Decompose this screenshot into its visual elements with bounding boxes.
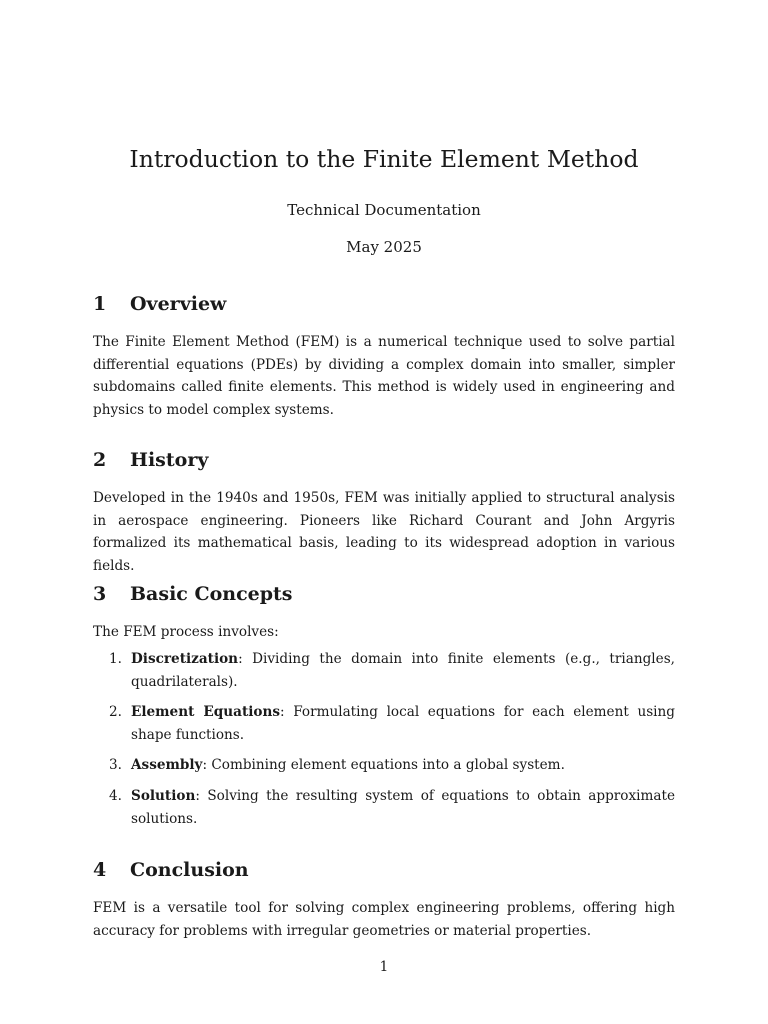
document-author: Technical Documentation	[287, 201, 481, 219]
section-number: 1	[93, 293, 107, 315]
list-term: Discretization	[131, 651, 239, 667]
section-title: History	[130, 449, 209, 471]
section-number: 2	[93, 449, 107, 471]
section-heading-history	[93, 446, 675, 474]
list-item	[93, 701, 675, 746]
list-marker: 3.	[109, 757, 122, 773]
list-marker: 4.	[109, 788, 122, 804]
section-number: 4	[93, 859, 107, 881]
document-page	[93, 0, 675, 1024]
list-text: : Combining element equations into a global system.	[202, 757, 565, 773]
list-item	[93, 785, 675, 830]
list-term: Assembly	[131, 757, 203, 773]
section-heading-overview	[93, 290, 675, 318]
overview-paragraph: The Finite Element Method (FEM) is a numerical technique used to solve partial differential equations (PDEs) by dividing a complex domain into smaller, simpler subdomains called finite elements. This method is widely used in engineering and physics to model complex systems.	[93, 334, 675, 418]
section-title: Basic Concepts	[130, 583, 293, 605]
list-text: : Solving the resulting system of equations to obtain approximate solutions.	[131, 788, 675, 827]
document-title: Introduction to the Finite Element Method	[129, 145, 639, 173]
conclusion-paragraph: FEM is a versatile tool for solving complex engineering problems, offering high accuracy for problems with irregular geometries or material properties.	[93, 900, 675, 939]
section-number: 3	[93, 583, 107, 605]
list-term: Element Equations	[131, 704, 281, 720]
list-term: Solution	[131, 788, 196, 804]
section-title: Overview	[130, 293, 227, 315]
list-text: : Dividing the domain into finite elements (e.g., triangles, quadrilaterals).	[131, 651, 675, 690]
section-title: Conclusion	[130, 859, 249, 881]
list-marker: 2.	[109, 704, 122, 720]
list-text: : Formulating local equations for each element using shape functions.	[131, 704, 675, 743]
basic-concepts-intro: The FEM process involves:	[93, 624, 279, 640]
section-heading-basic-concepts	[93, 580, 675, 608]
page-number: 1	[379, 959, 389, 975]
history-paragraph: Developed in the 1940s and 1950s, FEM was initially applied to structural analysis in aerospace engineering. Pioneers like Richard Courant and John Argyris formalized its mathematical basis, leading to its widespread adoption in various fields.	[93, 490, 675, 574]
list-item	[93, 648, 675, 693]
section-heading-conclusion	[93, 856, 675, 884]
document-date: May 2025	[346, 238, 422, 256]
list-item	[93, 754, 675, 777]
list-marker: 1.	[109, 651, 122, 667]
